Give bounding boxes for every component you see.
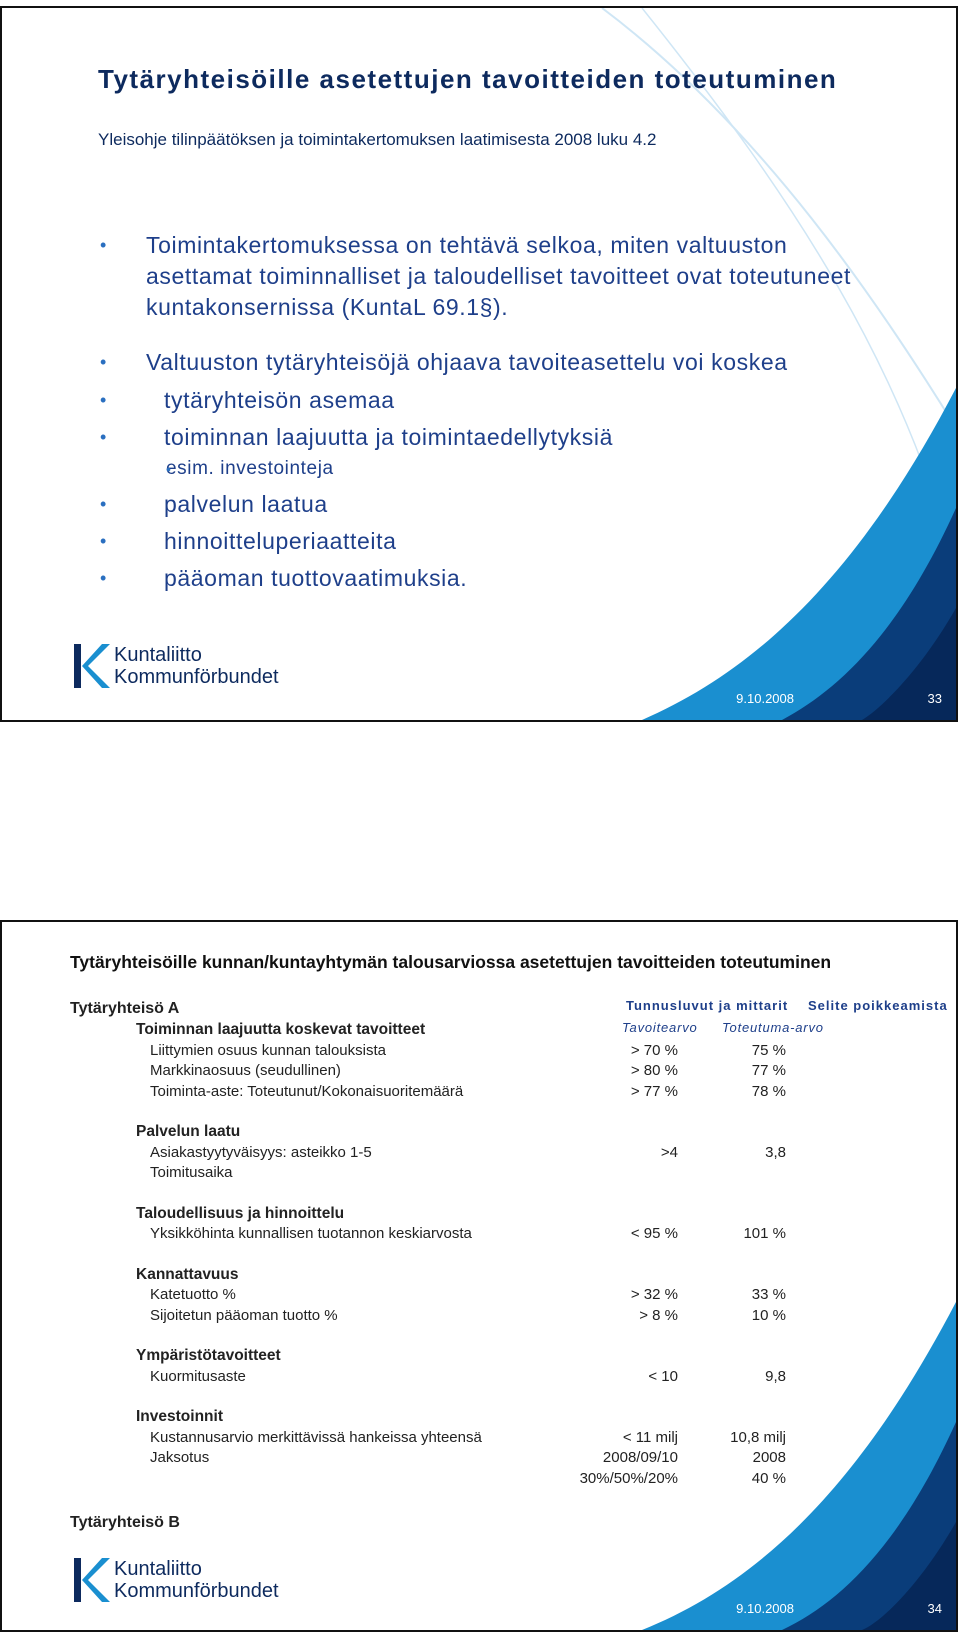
- goal-actual-value: 3,8: [765, 1143, 786, 1161]
- goal-actual-value: 10,8 milj: [730, 1428, 786, 1446]
- goal-target-value: < 95 %: [630, 1225, 678, 1242]
- goal-actual-value: 10 %: [751, 1306, 786, 1324]
- goal-target-value: > 80 %: [630, 1062, 678, 1079]
- slide-subtitle: Yleisohje tilinpäätöksen ja toimintakertomuksen laatimisesta 2008 luku 4.2: [98, 130, 657, 149]
- slide-34: [0, 920, 958, 1632]
- goal-item-label: Asiakastyytyväisyys: asteikko 1-5: [150, 1143, 372, 1161]
- slide-title: Tytäryhteisöille asetettujen tavoitteiden toteutuminen: [98, 64, 838, 94]
- goal-item-label: Toimitusaika: [150, 1164, 233, 1181]
- entity-heading: Tytäryhteisö B: [70, 1514, 180, 1531]
- goal-target-value: 30%/50%/20%: [579, 1469, 678, 1487]
- sub-bullet-item: • hinnoitteluperiaatteita: [100, 523, 900, 560]
- goal-target-value: > 8 %: [639, 1306, 678, 1324]
- kuntaliitto-logo: [72, 640, 312, 696]
- goal-group-heading: Palvelun laatu: [136, 1123, 241, 1140]
- sub-bullet-list: [146, 382, 900, 597]
- goal-group-heading: Ympäristötavoitteet: [136, 1347, 281, 1364]
- slide-number: 33: [927, 691, 942, 706]
- logo-line-2: Kommunförbundet: [114, 1580, 279, 1602]
- slide-date: 9.10.2008: [736, 691, 794, 706]
- goal-target-value: > 77 %: [630, 1082, 678, 1100]
- column-header-metrics: Tunnusluvut ja mittarit: [626, 998, 789, 1013]
- bullet-item: [100, 347, 900, 597]
- goal-actual-value: 9,8: [765, 1367, 786, 1385]
- sub-bullet-item: • palvelun laatua: [100, 486, 900, 523]
- goal-item-label: Toiminta-aste: Toteutunut/Kokonaisuoritemäärä: [150, 1082, 464, 1100]
- sub-bullet-item: • tytäryhteisön asemaa: [100, 382, 900, 419]
- goal-item-label: Yksikköhinta kunnallisen tuotannon keskiarvosta: [150, 1225, 472, 1242]
- goal-item-label: Sijoitetun pääoman tuotto %: [150, 1306, 338, 1324]
- goal-actual-value: 77 %: [751, 1062, 786, 1079]
- goal-group-heading: Kannattavuus: [136, 1265, 239, 1283]
- bullet-text: Valtuuston tytäryhteisöjä ohjaava tavoiteasettelu voi koskea: [146, 349, 788, 375]
- goal-target-value: >4: [660, 1143, 678, 1161]
- column-header-explanation: Selite poikkeamista: [808, 998, 948, 1013]
- kuntaliitto-logo-icon: [72, 1554, 110, 1606]
- goal-item-label: Liittymien osuus kunnan talouksista: [150, 1041, 386, 1059]
- goal-target-value: < 10: [648, 1367, 678, 1385]
- slide-title: Tytäryhteisöille kunnan/kuntayhtymän talousarviossa asetettujen tavoitteiden toteutuminen: [70, 952, 832, 972]
- goal-target-value: > 32 %: [630, 1286, 678, 1303]
- goal-actual-value: 78 %: [751, 1082, 786, 1100]
- goal-actual-value: 75 %: [751, 1041, 786, 1059]
- goal-item-label: Jaksotus: [150, 1449, 210, 1466]
- goal-group-heading: Toiminnan laajuutta koskevat tavoitteet: [136, 1021, 426, 1038]
- goal-target-value: 2008/09/10: [602, 1449, 678, 1466]
- kuntaliitto-logo-icon: [72, 640, 110, 692]
- subsub-bullet-item: [138, 454, 900, 484]
- column-subheader-actual: Toteutuma-arvo: [722, 1020, 824, 1035]
- goal-item-label: Markkinaosuus (seudullinen): [150, 1062, 341, 1079]
- logo-line-1: Kuntaliitto: [114, 1558, 202, 1580]
- entity-heading: Tytäryhteisö A: [70, 1000, 180, 1017]
- sub-bullet-item: • pääoman tuottovaatimuksia.: [100, 560, 900, 597]
- logo-text: [114, 1558, 279, 1602]
- goal-item-label: Kuormitusaste: [150, 1367, 246, 1385]
- goal-group-heading: Taloudellisuus ja hinnoittelu: [136, 1204, 345, 1222]
- slide-date: 9.10.2008: [736, 1601, 794, 1616]
- goal-actual-value: 33 %: [751, 1286, 786, 1303]
- goal-target-value: > 70 %: [630, 1041, 678, 1059]
- slide-number: 34: [927, 1601, 942, 1616]
- column-subheader-target: Tavoitearvo: [622, 1020, 698, 1035]
- logo-line-2: Kommunförbundet: [114, 666, 279, 688]
- subsub-bullet-text: esim. investointeja: [166, 458, 334, 479]
- goal-group-heading: Investoinnit: [136, 1408, 223, 1425]
- goal-actual-value: 2008: [752, 1449, 786, 1466]
- goal-target-value: < 11 milj: [622, 1428, 678, 1446]
- goal-item-label: Kustannusarvio merkittävissä hankeissa yhteensä: [150, 1428, 482, 1446]
- subsub-bullet-list: [164, 454, 900, 484]
- goal-actual-value: 101 %: [743, 1225, 786, 1242]
- sub-bullet-text: toiminnan laajuutta ja toimintaedellytyksiä: [164, 424, 613, 450]
- bullet-list: [100, 230, 900, 597]
- kuntaliitto-logo: [72, 1554, 312, 1610]
- goals-table: [2, 922, 956, 1630]
- goal-actual-value: 40 %: [751, 1469, 786, 1487]
- bullet-item: • Toimintakertomuksessa on tehtävä selkoa, miten valtuuston asettamat toiminnalliset ja taloudelliset tavoitteet ovat toteutuneet kuntakonsernissa (KuntaL 69.1§).: [100, 230, 900, 323]
- sub-bullet-item: [100, 419, 900, 484]
- logo-text: [114, 644, 279, 688]
- goal-item-label: Katetuotto %: [150, 1286, 236, 1303]
- logo-line-1: Kuntaliitto: [114, 644, 202, 666]
- slide-33: [0, 6, 958, 722]
